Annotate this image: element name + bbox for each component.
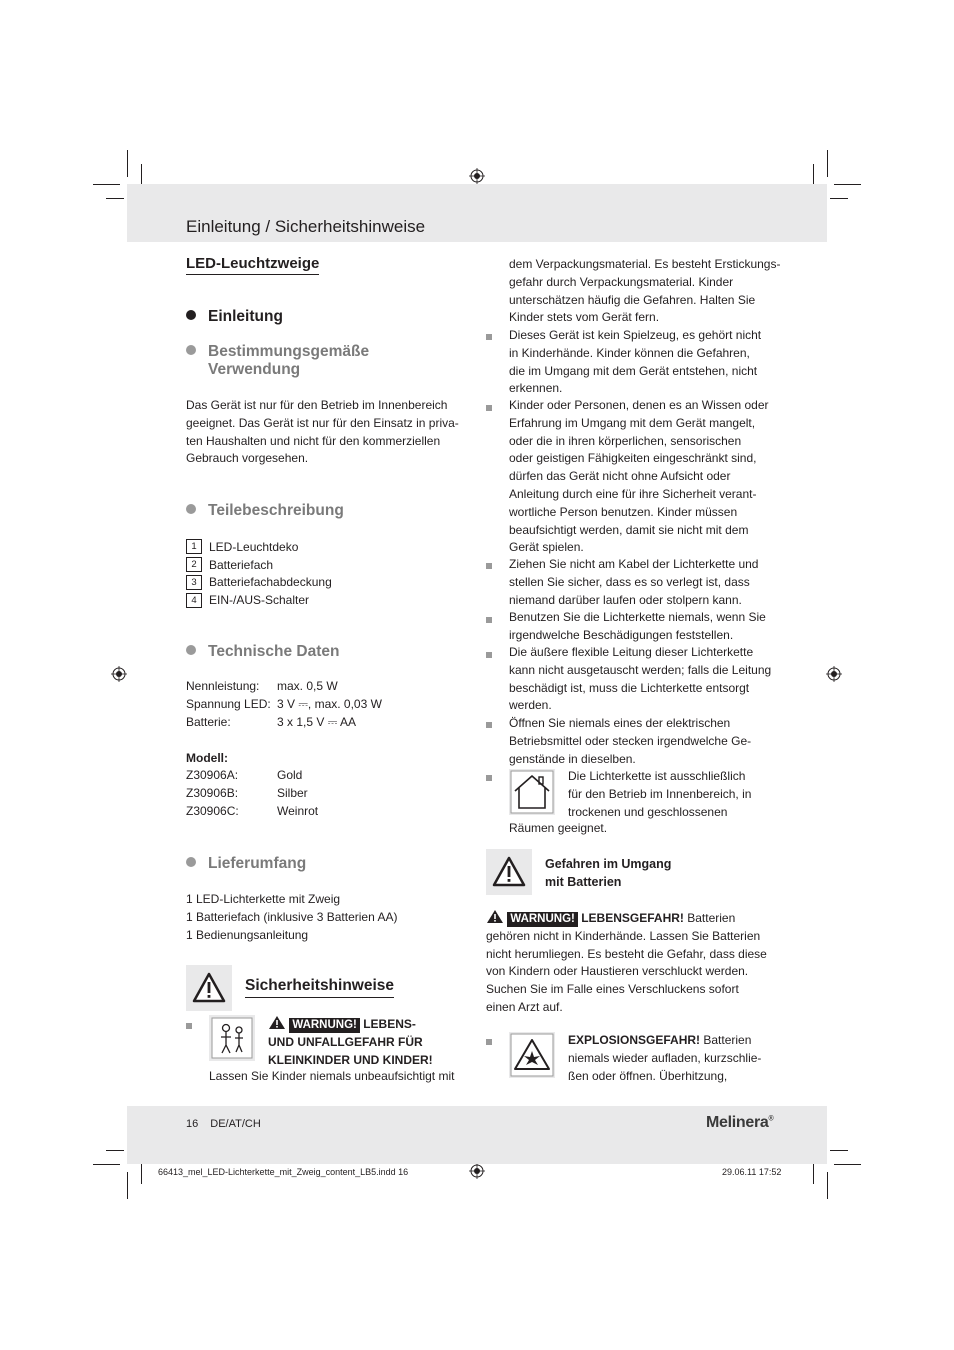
bullet-square-icon xyxy=(486,405,492,411)
part-number: 3 xyxy=(186,575,202,590)
parts-list xyxy=(186,538,332,609)
text-line: gefahr durch Verpackungsmaterial. Kinder xyxy=(509,274,734,289)
battery-warning-icon-box xyxy=(486,849,532,895)
warning-text: Batterien xyxy=(683,911,736,925)
text-line: Dieses Gerät ist kein Spielzeug, es gehört nicht xyxy=(509,328,762,342)
text-line: werden. xyxy=(509,698,552,713)
text-line: Gebrauch vorgesehen. xyxy=(186,451,309,466)
region-code: DE/AT/CH xyxy=(210,1118,261,1130)
list-item xyxy=(186,538,332,556)
part-number: 2 xyxy=(186,557,202,572)
part-number: 4 xyxy=(186,593,202,608)
list-item xyxy=(186,574,332,592)
slug-date: 29.06.11 17:52 xyxy=(722,1167,782,1177)
model-value: Silber xyxy=(277,785,308,800)
text-line: geeignet. Das Gerät ist nur für den Einsatz in priva- xyxy=(186,415,459,430)
section-liefer xyxy=(186,855,306,873)
child-hazard-icon-box xyxy=(209,1015,255,1061)
part-label: Batteriefach xyxy=(209,557,274,572)
table-row xyxy=(186,679,382,697)
child-warning-body: Lassen Sie Kinder niemals unbeaufsichtigt mit xyxy=(209,1069,455,1083)
bullet-square-icon xyxy=(486,563,492,569)
spec-value: max. 0,5 W xyxy=(277,679,338,693)
crop-mark xyxy=(830,198,848,199)
bullet-square-icon xyxy=(486,775,492,781)
model-value: Weinrot xyxy=(277,803,319,818)
model-table xyxy=(186,768,318,821)
text-line: Anleitung durch eine für ihre Sicherheit verant- xyxy=(509,486,757,501)
safety-bullet-6 xyxy=(509,715,751,768)
section-label: Bestimmungsgemäße xyxy=(208,343,370,360)
list-item: 1 Bedienungsanleitung xyxy=(186,927,309,942)
crop-mark xyxy=(127,150,128,177)
text-line: niemals wieder aufladen, kurzschlie- xyxy=(568,1050,762,1065)
model-key: Z30906B: xyxy=(186,785,239,800)
part-label: LED-Leuchtdeko xyxy=(209,539,299,554)
bestimmung-text xyxy=(186,397,459,468)
indoor-icon-box xyxy=(509,769,555,815)
spec-key: Nennleistung: xyxy=(186,679,260,693)
warning-text: LEBENS- xyxy=(363,1017,416,1031)
explosion-text xyxy=(568,1032,761,1085)
bullet-square-icon xyxy=(186,1023,192,1029)
crop-mark xyxy=(830,1150,848,1151)
crop-mark xyxy=(106,1150,124,1151)
part-label: EIN-/AUS-Schalter xyxy=(209,593,310,608)
text-line: dem Verpackungsmaterial. Es besteht Erstickungs- xyxy=(509,257,781,271)
intro-text xyxy=(509,256,780,327)
text-line: Gefahren im Umgang xyxy=(545,857,672,871)
bullet-dot-icon xyxy=(186,345,196,355)
text-line: Die Lichterkette ist ausschließlich xyxy=(568,769,746,783)
text-line: ten Haushalten und nicht für den kommerziellen xyxy=(186,433,441,448)
model-label: Modell: xyxy=(186,751,228,765)
table-row xyxy=(186,786,318,804)
section-technik xyxy=(186,643,340,661)
spec-value: 3 V ⎓, max. 0,03 W xyxy=(277,696,382,711)
text-line: Suchen Sie im Falle eines Verschluckens sofort xyxy=(486,982,739,997)
text-line: für den Betrieb im Innenbereich, in xyxy=(568,786,752,801)
section-label: Lieferumfang xyxy=(208,855,307,872)
battery-heading xyxy=(545,856,671,892)
text-line: Gerät spielen. xyxy=(509,540,584,555)
child-warning xyxy=(268,1015,433,1069)
brand-logo: Melinera® xyxy=(706,1114,774,1131)
safety-bullet-4 xyxy=(509,609,766,645)
page-number xyxy=(186,1118,261,1130)
bullet-square-icon xyxy=(486,722,492,728)
text-line: Kinder oder Personen, denen es an Wissen oder xyxy=(509,398,769,412)
section-bestimmung xyxy=(186,343,369,379)
section-teile xyxy=(186,502,344,520)
warning-triangle-icon xyxy=(186,965,232,1011)
warning-badge: WARNUNG! xyxy=(289,1018,360,1033)
crop-mark xyxy=(834,1164,861,1165)
table-row xyxy=(186,715,382,733)
delivery-list xyxy=(186,891,397,944)
text-line: Die äußere flexible Leitung dieser Lichterkette xyxy=(509,645,754,659)
bullet-dot-icon xyxy=(186,645,196,655)
page-title: Einleitung / Sicherheitshinweise xyxy=(186,217,426,236)
text-line: irgendwelche Beschädigungen feststellen. xyxy=(509,627,734,642)
warning-triangle-icon xyxy=(268,1015,286,1030)
warning-triangle-icon xyxy=(486,849,532,895)
text-line: niemand darüber laufen oder stolpern kann. xyxy=(509,592,742,607)
crop-mark xyxy=(127,1172,128,1199)
safety-bullet-5 xyxy=(509,644,771,715)
text-line: Ziehen Sie nicht am Kabel der Lichterkette und xyxy=(509,557,759,571)
section-label: Verwendung xyxy=(208,361,301,378)
table-row xyxy=(186,804,318,822)
warning-badge: WARNUNG! xyxy=(507,912,578,927)
text-line: Öffnen Sie niemals eines der elektrischen xyxy=(509,716,731,730)
text-line: beaufsichtigt werden, damit sie nicht mit dem xyxy=(509,522,749,537)
text-line: mit Batterien xyxy=(545,874,622,889)
text-line: kann nicht ausgetauscht werden; falls die Leitung xyxy=(509,662,772,677)
safety-bullet-3 xyxy=(509,556,758,609)
section-label: Technische Daten xyxy=(208,643,340,660)
text-line: in Kinderhände. Kinder können die Gefahren, xyxy=(509,345,750,360)
bullet-dot-icon xyxy=(186,857,196,867)
text-line: beschädigt ist, muss die Lichterkette entsorgt xyxy=(509,680,750,695)
indoor-text xyxy=(568,768,751,821)
bullet-square-icon xyxy=(486,1039,492,1045)
warning-triangle-icon xyxy=(486,909,504,924)
text-line: Kinder stets vom Gerät fern. xyxy=(509,310,660,325)
warning-text: UND UNFALLGEFAHR FÜR xyxy=(268,1034,423,1049)
text-line: Betriebsmittel oder stecken irgendwelche Ge- xyxy=(509,733,752,748)
part-label: Batteriefachabdeckung xyxy=(209,575,332,590)
tech-spec-table xyxy=(186,679,382,732)
bullet-square-icon xyxy=(486,652,492,658)
explosion-hazard-icon xyxy=(509,1032,555,1078)
section-label: Teilebeschreibung xyxy=(208,502,344,519)
text-line: Benutzen Sie die Lichterkette niemals, wenn Sie xyxy=(509,610,766,624)
list-item: 1 Batteriefach (inklusive 3 Batterien AA) xyxy=(186,909,398,924)
text-line: erkennen. xyxy=(509,381,563,396)
brand-name: Melinera xyxy=(706,1114,769,1131)
warning-label: EXPLOSIONSGEFAHR! xyxy=(568,1033,701,1047)
text-line: nicht herumliegen. Es besteht die Gefahr, dass diese xyxy=(486,946,767,961)
text-line: stellen Sie sicher, dass es so verlegt ist, dass xyxy=(509,574,750,589)
text-line: trockenen und geschlossenen xyxy=(568,804,728,819)
registration-mark-icon xyxy=(111,666,127,682)
safety-heading: Sicherheitshinweise xyxy=(245,977,394,998)
model-key: Z30906C: xyxy=(186,803,239,818)
list-item xyxy=(186,591,332,609)
section-einleitung xyxy=(186,308,283,326)
safety-bullet-1 xyxy=(509,327,761,398)
slug-file: 66413_mel_LED-Lichterkette_mit_Zweig_content_LB5.indd 16 xyxy=(158,1167,409,1177)
text-line: oder die in ihren körperlichen, sensorischen xyxy=(509,433,742,448)
text-line: von Kindern oder Haustieren verschluckt werden. xyxy=(486,964,749,979)
bullet-square-icon xyxy=(486,334,492,340)
text-line: oder geistigen Fähigkeiten eingeschränkt sind, xyxy=(509,451,757,466)
crop-mark xyxy=(106,198,124,199)
text-line: Erfahrung im Umgang mit dem Gerät mangelt, xyxy=(509,415,756,430)
warning-text: Batterien xyxy=(700,1033,752,1047)
page-num: 16 xyxy=(186,1118,199,1130)
warning-icon-box xyxy=(186,965,232,1011)
spec-key: Batterie: xyxy=(186,714,231,729)
text-line: Das Gerät ist nur für den Betrieb im Innenbereich xyxy=(186,398,448,412)
list-item xyxy=(186,556,332,574)
document-title: LED-Leuchtzweige xyxy=(186,255,319,275)
text-line: genstände in dieselben. xyxy=(509,751,636,766)
bullet-square-icon xyxy=(486,617,492,623)
part-number: 1 xyxy=(186,539,202,554)
registration-mark-icon xyxy=(469,168,485,184)
bullet-dot-icon xyxy=(186,504,196,514)
text-line: die im Umgang mit dem Gerät entstehen, nicht xyxy=(509,363,758,378)
spec-value: 3 x 1,5 V ⎓ AA xyxy=(277,714,356,729)
spec-key: Spannung LED: xyxy=(186,696,271,711)
warning-label: LEBENSGEFAHR! xyxy=(581,911,684,925)
text-line: gehören nicht in Kinderhände. Lassen Sie Batterien xyxy=(486,928,761,943)
child-hazard-icon xyxy=(209,1015,255,1061)
crop-mark xyxy=(834,184,861,185)
section-label: Einleitung xyxy=(208,308,283,325)
model-key: Z30906A: xyxy=(186,768,239,782)
model-value: Gold xyxy=(277,768,303,782)
battery-warning xyxy=(486,909,767,1017)
table-row xyxy=(186,697,382,715)
text-line: unterschätzen häufig die Gefahren. Halten Sie xyxy=(509,292,756,307)
safety-bullet-2 xyxy=(509,397,769,557)
text-line: ßen oder öffnen. Überhitzung, xyxy=(568,1068,728,1083)
registration-mark-icon xyxy=(826,666,842,682)
text-line: wortliche Person benutzen. Kinder müssen xyxy=(509,504,738,519)
warning-text: KLEINKINDER UND KINDER! xyxy=(268,1052,433,1067)
crop-mark xyxy=(93,1164,120,1165)
text-line: dürfen das Gerät nicht ohne Aufsicht oder xyxy=(509,469,731,484)
table-row xyxy=(186,768,318,786)
list-item: 1 LED-Lichterkette mit Zweig xyxy=(186,892,341,906)
indoor-text-tail: Räumen geeignet. xyxy=(509,821,608,835)
text-line: einen Arzt auf. xyxy=(486,999,563,1014)
crop-mark xyxy=(93,184,120,185)
indoor-house-icon xyxy=(509,769,555,815)
crop-mark xyxy=(827,150,828,177)
crop-mark xyxy=(827,1172,828,1199)
bullet-dot-icon xyxy=(186,310,196,320)
registration-mark-icon xyxy=(469,1163,485,1179)
explosion-icon-box xyxy=(509,1032,555,1078)
